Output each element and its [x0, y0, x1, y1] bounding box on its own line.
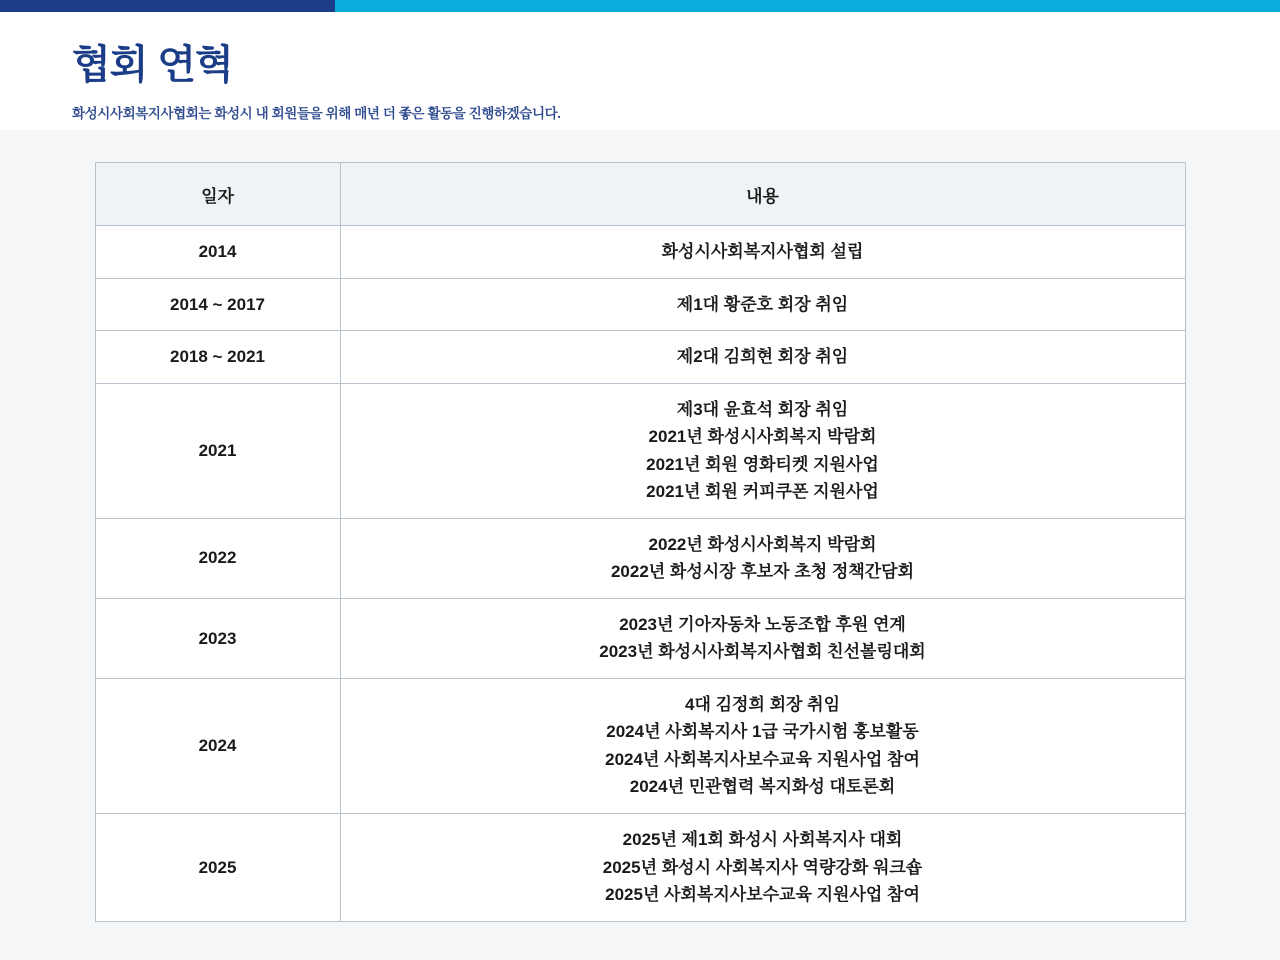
cell-content [340, 678, 1185, 813]
cell-content [340, 331, 1185, 384]
top-accent-bar [0, 0, 1280, 12]
content-line: 제3대 윤효석 회장 취임 [676, 399, 849, 419]
cell-content [340, 278, 1185, 331]
content-line: 2025년 제1회 화성시 사회복지사 대회 [622, 829, 903, 849]
content-line: 2025년 사회복지사보수교육 지원사업 참여 [605, 885, 920, 905]
content-line: 2022년 화성시장 후보자 초청 정책간담회 [610, 562, 915, 582]
table-row [95, 226, 1185, 279]
content-line: 2022년 화성시사회복지 박람회 [648, 534, 877, 554]
content-line: 2024년 민관협력 복지화성 대토론회 [629, 777, 896, 797]
cell-content [340, 518, 1185, 598]
cell-date: 2023 [95, 598, 340, 678]
content-line: 2021년 화성시사회복지 박람회 [648, 427, 877, 447]
top-accent-bar-left [0, 0, 335, 12]
cell-content [340, 813, 1185, 921]
table-row [95, 678, 1185, 813]
content-line: 2025년 화성시 사회복지사 역량강화 워크숍 [602, 857, 923, 877]
cell-date: 2014 [95, 226, 340, 279]
content-line: 2023년 기아자동차 노동조합 후원 연계 [619, 614, 906, 634]
cell-date: 2021 [95, 383, 340, 518]
table-header-row [95, 163, 1185, 226]
content-area [0, 130, 1280, 922]
cell-date: 2024 [95, 678, 340, 813]
table-row [95, 518, 1185, 598]
content-line: 2021년 회원 영화티켓 지원사업 [646, 454, 879, 474]
table-row [95, 278, 1185, 331]
page-title: 협회 연혁 [72, 43, 233, 87]
cell-date: 2022 [95, 518, 340, 598]
cell-date: 2014 ~ 2017 [95, 278, 340, 331]
content-line: 제2대 김희현 회장 취임 [676, 347, 849, 367]
table-row [95, 813, 1185, 921]
cell-content [340, 226, 1185, 279]
table-row [95, 331, 1185, 384]
top-accent-bar-right [335, 0, 1280, 12]
table-row [95, 383, 1185, 518]
cell-content [340, 598, 1185, 678]
history-table-head [95, 163, 1185, 226]
content-line: 화성시사회복지사협회 설립 [661, 242, 864, 261]
content-line: 2024년 사회복지사보수교육 지원사업 참여 [605, 749, 920, 769]
cell-date: 2025 [95, 813, 340, 921]
column-header-content: 내용 [340, 163, 1185, 226]
content-line: 제1대 황준호 회장 취임 [676, 294, 849, 314]
column-header-date: 일자 [95, 163, 340, 226]
content-line: 4대 김정희 회장 취임 [685, 694, 840, 714]
page-subtitle: 화성시사회복지사협회는 화성시 내 회원들을 위해 매년 더 좋은 활동을 진행하겠습니다. [72, 106, 561, 121]
history-table-body [95, 226, 1185, 922]
cell-date: 2018 ~ 2021 [95, 331, 340, 384]
cell-content [340, 383, 1185, 518]
content-line: 2021년 회원 커피쿠폰 지원사업 [646, 482, 879, 502]
content-line: 2024년 사회복지사 1급 국가시험 홍보활동 [606, 722, 919, 742]
page-header [0, 12, 1280, 130]
content-line: 2023년 화성시사회복지사협회 친선볼링대회 [599, 642, 926, 662]
history-table [95, 162, 1186, 922]
table-row [95, 598, 1185, 678]
